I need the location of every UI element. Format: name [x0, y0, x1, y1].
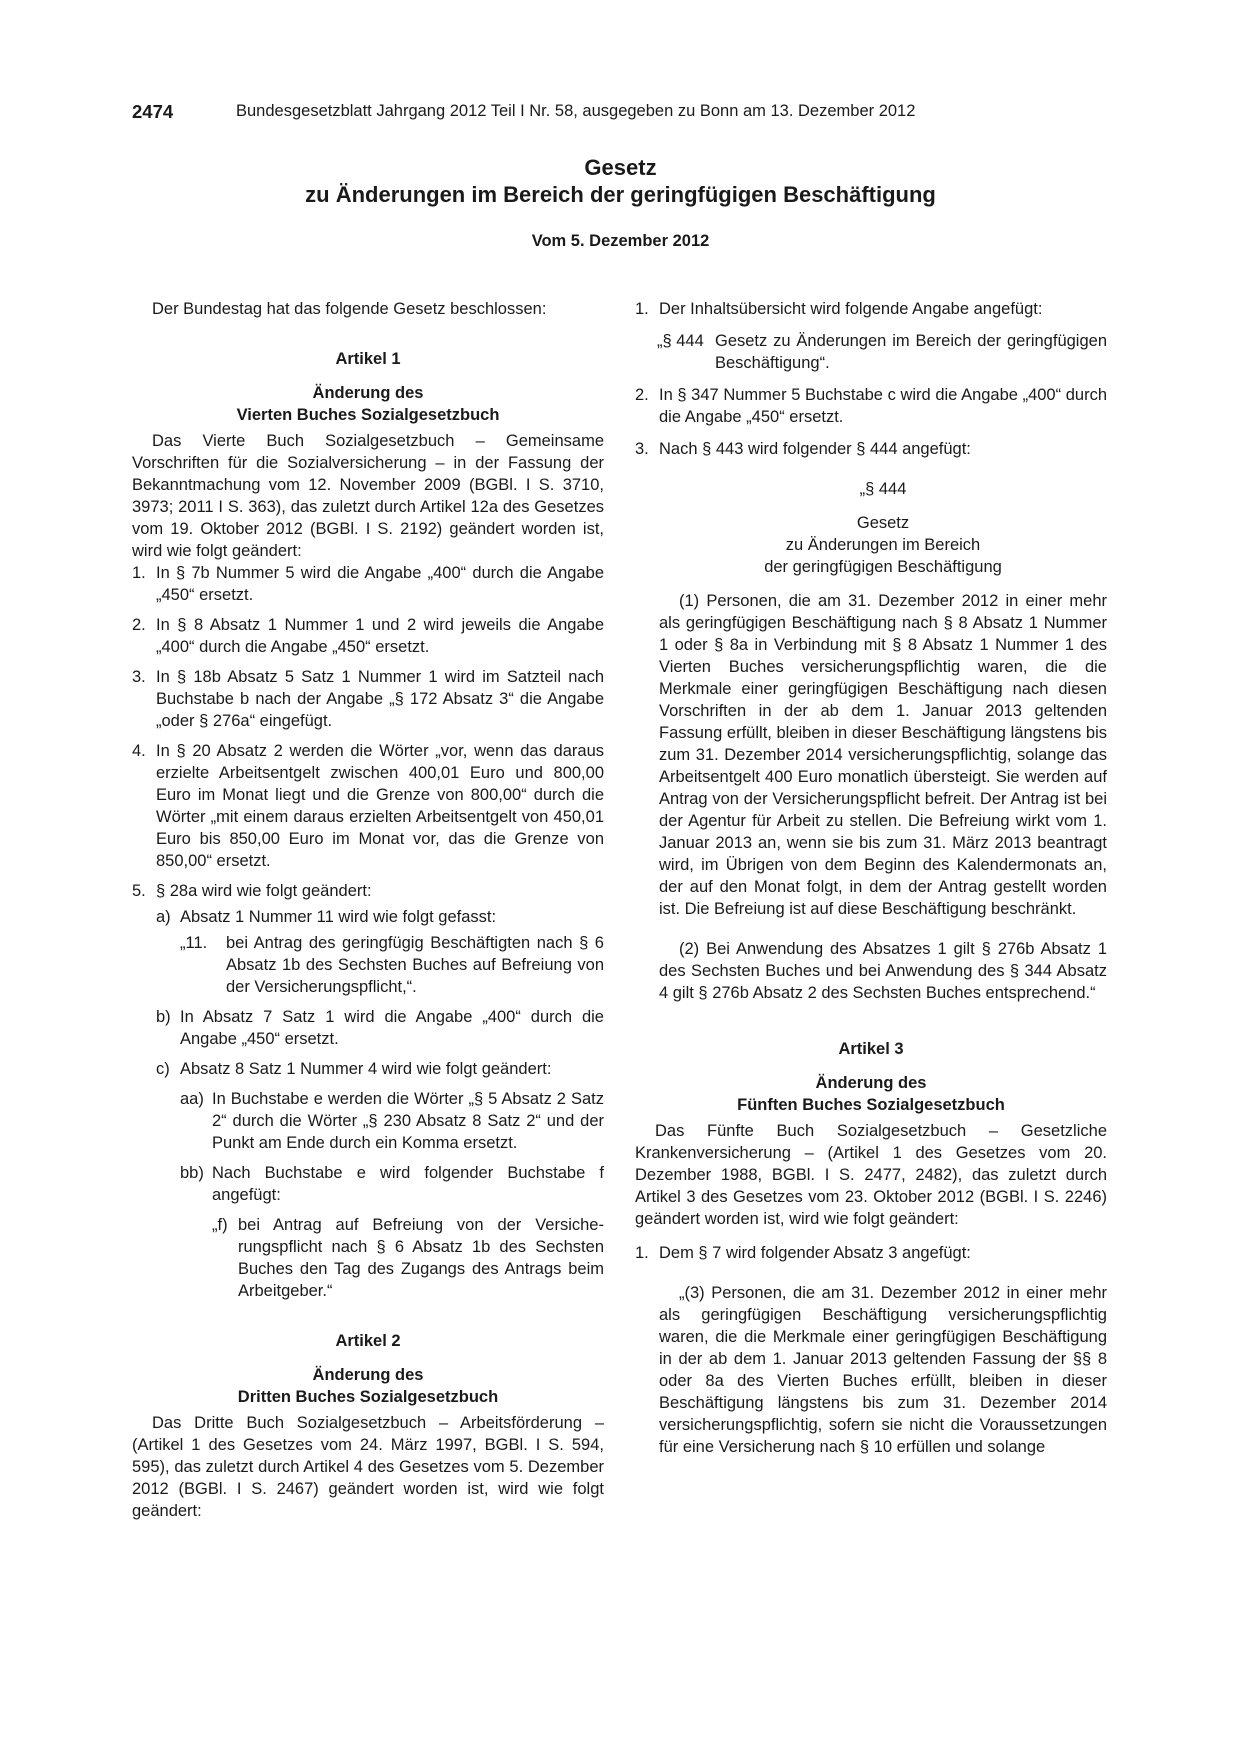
- law-title-line-1: Gesetz: [584, 155, 657, 180]
- sub-item-text: Absatz 8 Satz 1 Nummer 4 wird wie folgt geändert:: [180, 1060, 552, 1078]
- list-item-text: In § 7b Nummer 5 wird die Angabe „400“ durch die Angabe „450“ ersetzt.: [156, 564, 604, 604]
- sub-item-label: aa): [180, 1090, 204, 1108]
- toc-entry: [657, 330, 1107, 374]
- sub-item-b: [156, 1006, 604, 1050]
- page-number: 2474: [132, 101, 174, 122]
- article-3-subtitle-2: Fünften Buches Sozialgesetzbuch: [737, 1096, 1005, 1114]
- running-title: Bundesgesetzblatt Jahrgang 2012 Teil I Nr. 58, ausgegeben zu Bonn am 13. Dezember 2012: [236, 102, 916, 120]
- toc-entry-label: „§ 444: [657, 332, 704, 350]
- section-444-paragraph-1: (1) Personen, die am 31. Dezember 2012 in einer mehr als geringfügigen Beschäftigung nach § 8 Absatz 1 Nummer 1 oder § 8a in Verbindung mit § 8 Absatz 1 Nummer 1 des Vierten Buches versicherungspflichtig waren, die die Merkmale einer geringfügigen Beschäftigung nach diesen Vorschriften in der ab dem 1. Januar 2013 geltenden Fassung erfüllt, bleiben in dieser Beschäftigung längstens bis zum 31. Dezember 2014 versicherungspflichtig, solange das Arbeitsentgelt 400 Euro monatlich übersteigt. Sie werden auf Antrag von der Versicherungspflicht befreit. Der Antrag ist bei der Agentur für Arbeit zu stellen. Die Befreiung wirkt vom 1. Januar 2013 an, wenn sie bis zum 31. März 2013 beantragt wird, im Übrigen von dem Beginn des Kalendermonats an, der auf den Monat folgt, in dem der Antrag gestellt worden ist. Die Befreiung ist auf diese Beschäftigung beschränkt.: [659, 592, 1107, 918]
- list-item-label: 1.: [635, 300, 649, 318]
- list-item-label: 2.: [132, 616, 146, 634]
- article-1-heading: Artikel 1: [335, 350, 401, 368]
- list-item: [635, 298, 1107, 320]
- section-444-number: „§ 444: [859, 480, 907, 498]
- quoted-item-text: bei Antrag des geringfügig Beschäftigten nach § 6 Absatz 1b des Sechsten Buches auf Befreiung von der Versicherungspflicht,“.: [226, 934, 604, 996]
- law-title: [0, 154, 1241, 208]
- list-item-text: In § 347 Nummer 5 Buchstabe c wird die Angabe „400“ durch die Angabe „450“ ersetzt.: [659, 386, 1107, 426]
- sub-item-label: bb): [180, 1164, 204, 1182]
- list-item-label: 2.: [635, 386, 649, 404]
- list-item: [635, 384, 1107, 428]
- sub-item-aa: [180, 1088, 604, 1154]
- list-item-text: In § 8 Absatz 1 Nummer 1 und 2 wird jeweils die Angabe „400“ durch die Angabe „450“ ersetzt.: [156, 616, 604, 656]
- list-item-text: Nach § 443 wird folgender § 444 angefügt:: [659, 440, 971, 458]
- quoted-item-label: „11.: [180, 934, 208, 952]
- preamble: Der Bundestag hat das folgende Gesetz beschlossen:: [152, 300, 547, 318]
- list-item-text: Dem § 7 wird folgender Absatz 3 angefügt:: [659, 1244, 971, 1262]
- section-444-title-3: der geringfügigen Beschäftigung: [764, 558, 1002, 576]
- toc-entry-text: Gesetz zu Änderungen im Bereich der geringfügigen Beschäftigung“.: [715, 332, 1107, 372]
- sub-item-a: [156, 906, 604, 928]
- sub-item-bb: [180, 1162, 604, 1206]
- list-item-label: 1.: [132, 564, 146, 582]
- section-444-paragraph-2: (2) Bei Anwendung des Absatzes 1 gilt § 276b Absatz 1 des Sechsten Buches und bei Anwendung des § 344 Absatz 4 gilt § 276b Absatz 2 des Sechsten Buches entsprechend.“: [659, 940, 1107, 1002]
- left-column: [132, 298, 604, 1522]
- section-444-title-2: zu Änderungen im Bereich: [785, 536, 981, 554]
- article-3-subtitle-1: Änderung des: [815, 1074, 927, 1092]
- list-item-text: In § 20 Absatz 2 werden die Wörter „vor, wenn das daraus erzielte Arbeitsentgelt zwischen 400,01 Euro und 800,00 Euro im Monat liegt und die Grenze von 800,00“ durch die Wörter „mit einem daraus erzielten Arbeitsentgelt von 450,01 Euro bis 850,00 Euro im Monat vor, das die Grenze von 850,00“ ersetzt.: [156, 742, 604, 870]
- article-3-heading: Artikel 3: [838, 1040, 904, 1058]
- article-3-quote: „(3) Personen, die am 31. Dezember 2012 in einer mehr als geringfügigen Beschäftigung versicherungspflichtig waren, die die Merkmale einer geringfügigen Beschäftigung in der ab dem 1. Januar 2013 geltenden Fassung der §§ 8 oder 8a des Vierten Buches erfüllt, bleiben in dieser Beschäftigung längstens bis zum 31. Dezember 2014 versicherungspflichtig, sofern sie nicht die Voraussetzungen für eine Versicherung nach § 10 erfüllen und solange: [659, 1284, 1107, 1456]
- list-item: [132, 666, 604, 732]
- right-column: [635, 298, 1107, 1458]
- sub-item-label: a): [156, 908, 171, 926]
- article-2-intro: Das Dritte Buch Sozialgesetzbuch – Arbeitsförderung – (Artikel 1 des Gesetzes vom 24. März 1997, BGBl. I S. 594, 595), das zuletzt durch Artikel 4 des Gesetzes vom 5. Dezember 2012 (BGBl. I S. 2467) geändert worden ist, wird wie folgt geändert:: [132, 1414, 604, 1520]
- list-item: [132, 614, 604, 658]
- list-item-text: In § 18b Absatz 5 Satz 1 Nummer 1 wird im Satzteil nach Buchstabe b nach der Angabe „§ 172 Absatz 3“ die Angabe „oder § 276a“ eingefügt.: [156, 668, 604, 730]
- list-item: [132, 562, 604, 606]
- article-3-intro: Das Fünfte Buch Sozialgesetzbuch – Gesetzliche Krankenversicherung – (Artikel 1 des Gesetzes vom 20. Dezember 1988, BGBl. I S. 2477, 2482), das zuletzt durch Artikel 3 des Gesetzes vom 23. Oktober 2012 (BGBl. I S. 2246) geändert worden ist, wird wie folgt geändert:: [635, 1122, 1107, 1228]
- list-item-label: 1.: [635, 1244, 649, 1262]
- quoted-item-11: [180, 932, 604, 998]
- list-item-label: 4.: [132, 742, 146, 760]
- list-item-label: 5.: [132, 882, 146, 900]
- list-item: [132, 740, 604, 872]
- sub-item-text: Nach Buchstabe e wird folgender Buchstabe f angefügt:: [212, 1164, 604, 1204]
- section-444-title-1: Gesetz: [856, 514, 910, 532]
- list-item-label: 3.: [635, 440, 649, 458]
- article-2-subtitle-2: Dritten Buches Sozialgesetzbuch: [237, 1388, 499, 1406]
- quoted-item-f: [212, 1214, 604, 1302]
- article-2-heading: Artikel 2: [335, 1332, 401, 1350]
- law-date: Vom 5. Dezember 2012: [531, 232, 710, 250]
- quoted-item-label: „f): [212, 1216, 228, 1234]
- sub-item-text: Absatz 1 Nummer 11 wird wie folgt gefasst:: [180, 908, 497, 926]
- article-1-intro: Das Vierte Buch Sozialgesetzbuch – Gemeinsame Vorschriften für die Sozialversicherung – in der Fassung der Bekanntmachung vom 12. November 2009 (BGBl. I S. 3710, 3973; 2011 I S. 363), das zuletzt durch Artikel 12a des Gesetzes vom 19. Oktober 2012 (BGBl. I S. 2192) geändert worden ist, wird wie folgt geändert:: [132, 432, 604, 560]
- list-item: [635, 1242, 1107, 1264]
- article-2-subtitle-1: Änderung des: [312, 1366, 424, 1384]
- article-1-subtitle-2: Vierten Buches Sozialgesetzbuch: [236, 406, 500, 424]
- list-item: [132, 880, 604, 902]
- list-item-label: 3.: [132, 668, 146, 686]
- law-title-line-2: zu Änderungen im Bereich der geringfügigen Beschäftigung: [305, 182, 936, 207]
- list-item-text: Der Inhaltsübersicht wird folgende Angabe angefügt:: [659, 300, 1043, 318]
- sub-item-c: [156, 1058, 604, 1080]
- list-item: [635, 438, 1107, 460]
- sub-item-text: In Absatz 7 Satz 1 wird die Angabe „400“ durch die Angabe „450“ ersetzt.: [180, 1008, 604, 1048]
- list-item-text: § 28a wird wie folgt geändert:: [156, 882, 372, 900]
- sub-item-text: In Buchstabe e werden die Wörter „§ 5 Absatz 2 Satz 2“ durch die Wörter „§ 230 Absatz 8 Satz 2“ und der Punkt am Ende durch ein Komma ersetzt.: [212, 1090, 604, 1152]
- quoted-item-text: bei Antrag auf Befreiung von der Versicherungspflicht nach § 6 Absatz 1b des Sechsten Buches den Tag des Zugangs des Antrags beim Arbeitgeber.“: [238, 1216, 604, 1300]
- sub-item-label: c): [156, 1060, 170, 1078]
- sub-item-label: b): [156, 1008, 171, 1026]
- article-1-subtitle-1: Änderung des: [312, 384, 424, 402]
- page-header: [132, 101, 1109, 127]
